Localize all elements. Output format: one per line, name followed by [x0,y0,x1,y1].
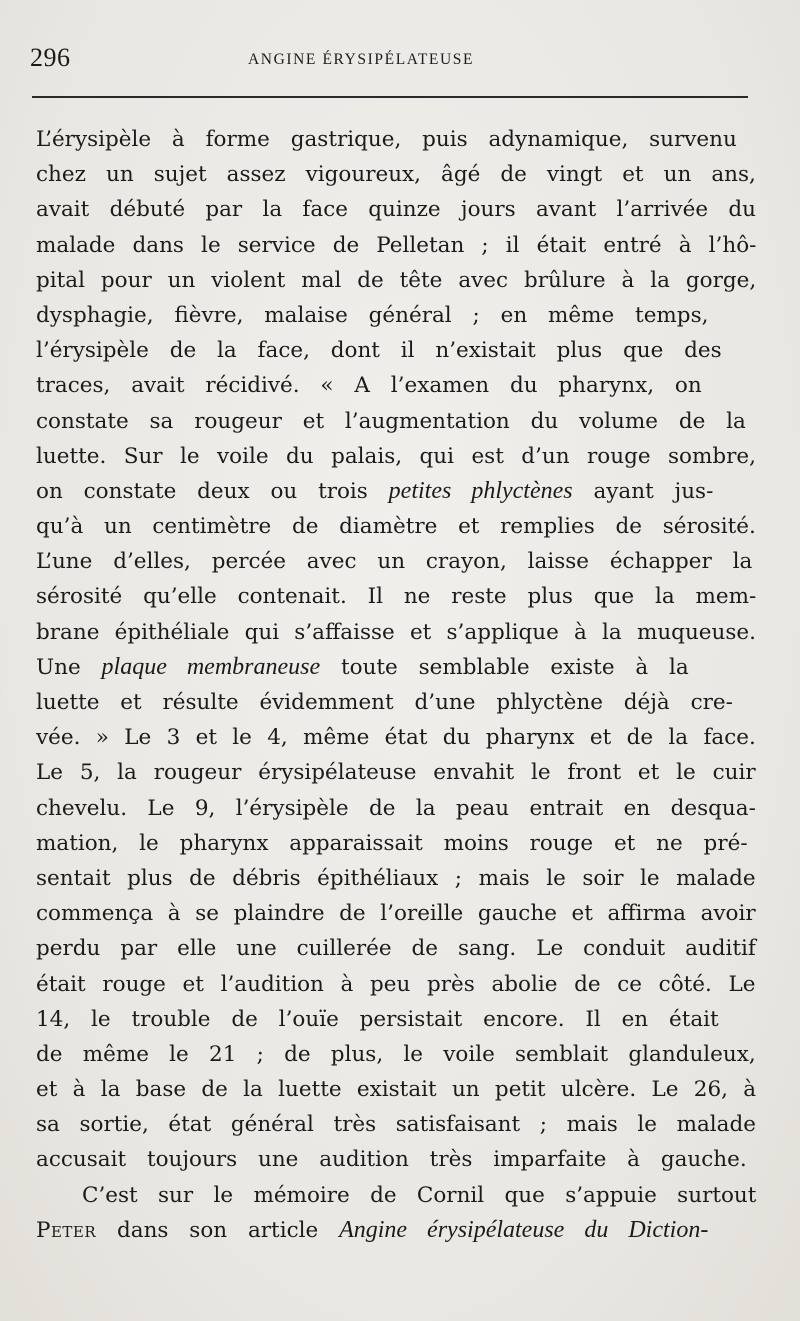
text-run: toute semblable existe à la [320,654,689,680]
text-run: 14, le trouble de l’ouïe persistait encore. Il en était [36,1006,719,1032]
text-run: constate sa rougeur et l’augmentation du volume de la [36,408,746,434]
text-run: vée. » Le 3 et le 4, même état du pharynx et de la face. [36,725,756,751]
text-run: qu’à un centimètre de diamètre et remplies de sérosité. [36,514,756,540]
text-run: pital pour un violent mal de tête avec brûlure à la gorge, [36,267,757,293]
running-title: ANGINE ÉRYSIPÉLATEUSE [248,51,475,68]
text-line [36,1213,756,1248]
text-line [36,650,756,685]
text-run: de même le 21 ; de plus, le voile semblait glanduleux, [36,1041,756,1067]
text-run: et à la base de la luette existait un petit ulcère. Le 26, à [36,1077,757,1103]
text-run: luette et résulte évidemment d’une phlyctène déjà cre- [36,690,733,715]
text-run: était rouge et l’audition à peu près abolie de ce côté. Le [36,971,756,997]
text-run: l’érysipèle de la face, dont il n’existait plus que des [36,338,722,364]
text-run: sentait plus de débris épithéliaux ; mais le soir le malade [36,865,756,891]
text-line [36,1107,756,1142]
text-line [36,579,756,614]
text-line [36,1037,756,1072]
text-run: ayant jus- [572,478,714,504]
text-line [36,791,756,826]
text-run: chevelu. Le 9, l’érysipèle de la peau entrait en desqua- [36,795,756,821]
text-line [36,544,756,579]
text-line [36,192,756,227]
text-line [36,896,756,931]
text-line [36,333,756,368]
italic-phrase: Angine érysipélateuse du Diction- [339,1216,709,1243]
text-run: dans son article [96,1217,340,1243]
body-text [36,122,766,1248]
text-line [36,1072,756,1107]
text-run: sérosité qu’elle contenait. Il ne reste plus que la mem- [36,584,757,610]
italic-phrase: plaque membraneuse [101,653,321,680]
text-line [36,1178,756,1213]
text-line [36,967,756,1002]
text-run: dysphagie, fièvre, malaise général ; en même temps, [36,302,709,328]
text-run: mation, le pharynx apparaissait moins rouge et ne pré- [36,830,748,856]
author-name: Peter [36,1217,97,1243]
text-run: accusait toujours une audition très imparfaite à gauche. [36,1147,747,1173]
text-run: chez un sujet assez vigoureux, âgé de vingt et un ans, [36,162,756,188]
text-run: Le 5, la rougeur érysipélateuse envahit le front et le cuir [36,760,756,786]
text-line [36,368,756,403]
text-run: perdu par elle une cuillerée de sang. Le conduit auditif [36,936,756,962]
text-line [36,228,756,263]
text-line [36,931,756,966]
text-line [36,1142,756,1177]
text-run: C’est sur le mémoire de Cornil que s’appuie surtout [82,1182,757,1208]
text-run: brane épithéliale qui s’affaisse et s’applique à la muqueuse. [36,619,756,645]
text-line [36,755,756,790]
text-line [36,474,756,509]
text-run: L’une d’elles, percée avec un crayon, laisse échapper la [36,549,753,575]
text-run: sa sortie, état général très satisfaisant ; mais le malade [36,1112,756,1138]
text-run: luette. Sur le voile du palais, qui est d’un rouge sombre, [36,443,756,469]
text-run: malade dans le service de Pelletan ; il était entré à l’hô- [36,232,757,258]
text-run: avait débuté par la face quinze jours avant l’arrivée du [36,197,756,223]
text-run: Une [36,654,102,680]
text-line [36,509,756,544]
header-rule [32,96,748,98]
page-number: 296 [30,43,71,72]
text-line [36,263,756,298]
text-line [36,826,756,861]
text-line [36,685,756,720]
italic-phrase: petites phlyctènes [388,477,573,504]
text-line [36,157,756,192]
text-line [36,404,756,439]
text-line [36,298,756,333]
text-run: on constate deux ou trois [36,478,389,504]
text-run: commença à se plaindre de l’oreille gauche et affirma avoir [36,901,756,927]
text-line [36,615,756,650]
text-line [36,720,756,755]
text-run: traces, avait récidivé. « A l’examen du pharynx, on [36,373,702,399]
text-line [36,1002,756,1037]
text-run: L’érysipèle à forme gastrique, puis adynamique, survenu [36,127,737,152]
running-header [30,40,750,80]
text-line [36,861,756,896]
text-line [36,122,756,157]
text-line [36,439,756,474]
